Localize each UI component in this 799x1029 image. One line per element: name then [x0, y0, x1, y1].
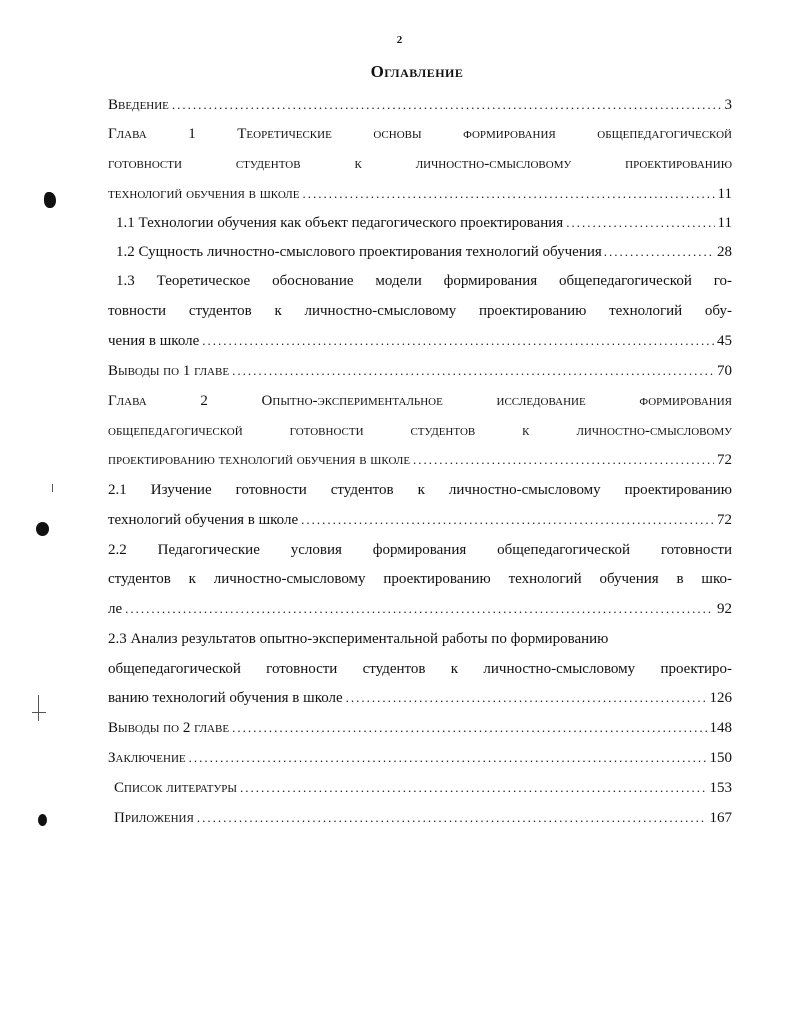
dot-leader [566, 210, 714, 236]
toc-entry-page: 45 [717, 333, 732, 349]
toc-entry-page: 92 [717, 601, 732, 617]
dot-leader [197, 805, 707, 831]
toc-entry-page: 126 [709, 690, 732, 706]
toc-entry-page: 72 [717, 512, 732, 528]
dot-leader [189, 745, 707, 771]
toc-entry-line: 2.1 Изучение готовности студентов к личностно-смысловому проектированию [108, 482, 732, 498]
dot-leader [346, 685, 707, 711]
binder-hole-mark [36, 522, 49, 536]
toc-entry-label: Приложения [114, 810, 194, 826]
dot-leader [301, 507, 714, 533]
dot-leader [604, 239, 715, 265]
toc-entry-references[interactable] [114, 775, 732, 801]
binder-hole-mark [44, 192, 56, 208]
toc-entry-line [108, 507, 732, 533]
toc-entry-page: 153 [709, 780, 732, 796]
toc-entry-line: товности студентов к личностно-смысловому проектированию технологий обу- [108, 303, 732, 319]
toc-entry-section-1-1[interactable] [116, 210, 732, 236]
scan-tick-mark [32, 712, 46, 713]
dot-leader [232, 715, 706, 741]
dot-leader [413, 447, 714, 473]
toc-entry-line: общепедагогической готовности студентов к личностно-смысловому проектиро- [108, 661, 732, 677]
toc-entry-label: Список литературы [114, 780, 238, 796]
toc-entry-line [108, 685, 732, 711]
page-title: Оглавление [370, 62, 464, 81]
scan-tick-mark [38, 695, 39, 721]
toc-entry-line: 2.3 Анализ результатов опытно-экспериментальной работы по формированию [108, 631, 609, 647]
toc-entry-line [108, 328, 732, 354]
toc-entry-page: 70 [717, 363, 732, 379]
toc-entry-label: Введение [108, 97, 169, 113]
dot-leader [302, 181, 714, 207]
toc-entry-page: 3 [724, 97, 732, 113]
toc-entry-line [108, 447, 732, 473]
toc-entry-page: 28 [717, 244, 732, 260]
dot-leader [202, 328, 714, 354]
toc-entry-page: 72 [717, 452, 732, 468]
toc-entry-line: 1.3 Теоретическое обоснование модели формирования общепедагогической го- [116, 273, 732, 289]
page-number: 2 [396, 34, 403, 46]
toc-entry-line: студентов к личностно-смысловому проектированию технологий обучения в шко- [108, 571, 732, 587]
toc-entry-label: технологий обучения в школе [108, 186, 300, 202]
toc-entry-intro[interactable] [108, 92, 732, 118]
binder-hole-mark [38, 814, 47, 826]
toc-entry-appendix[interactable] [114, 805, 732, 831]
toc-entry-page: 11 [717, 186, 732, 202]
toc-entry-line: общепедагогической готовности студентов к личностно-смысловому [108, 423, 732, 439]
toc-entry-conclusion[interactable] [108, 745, 732, 771]
toc-entry-line [108, 596, 732, 622]
toc-entry-line: Глава 2 Опытно-экспериментальное исследование формирования [108, 393, 732, 409]
dot-leader [240, 775, 706, 801]
toc-entry-conclusions-2[interactable] [108, 715, 732, 741]
toc-entry-label: Заключение [108, 750, 186, 766]
dot-leader [172, 92, 722, 118]
toc-entry-line: Глава 1 Теоретические основы формирования общепедагогической [108, 126, 732, 142]
toc-entry-line: готовности студентов к личностно-смысловому проектированию [108, 156, 732, 172]
toc-entry-page: 150 [709, 750, 732, 766]
toc-entry-line [108, 181, 732, 207]
toc-entry-label: ванию технологий обучения в школе [108, 690, 343, 706]
toc-entry-label: Выводы по 1 главе [108, 363, 230, 379]
dot-leader [125, 596, 714, 622]
scan-tick-mark [52, 484, 53, 492]
toc-entry-label: 1.1 Технологии обучения как объект педагогического проектирования [116, 215, 564, 231]
toc-entry-page: 167 [709, 810, 732, 826]
toc-entry-label: проектированию технологий обучения в школе [108, 452, 411, 468]
toc-entry-label: 1.2 Сущность личностно-смыслового проектирования технологий обучения [116, 244, 602, 260]
toc-entry-page: 148 [709, 720, 732, 736]
toc-entry-label: ле [108, 601, 123, 617]
toc-entry-label: чения в школе [108, 333, 200, 349]
toc-entry-line: 2.2 Педагогические условия формирования общепедагогической готовности [108, 542, 732, 558]
toc-entry-label: технологий обучения в школе [108, 512, 299, 528]
toc-entry-label: Выводы по 2 главе [108, 720, 230, 736]
toc-entry-section-1-2[interactable] [116, 239, 732, 265]
toc-entry-page: 11 [717, 215, 732, 231]
toc-entry-conclusions-1[interactable] [108, 358, 732, 384]
dot-leader [232, 358, 714, 384]
